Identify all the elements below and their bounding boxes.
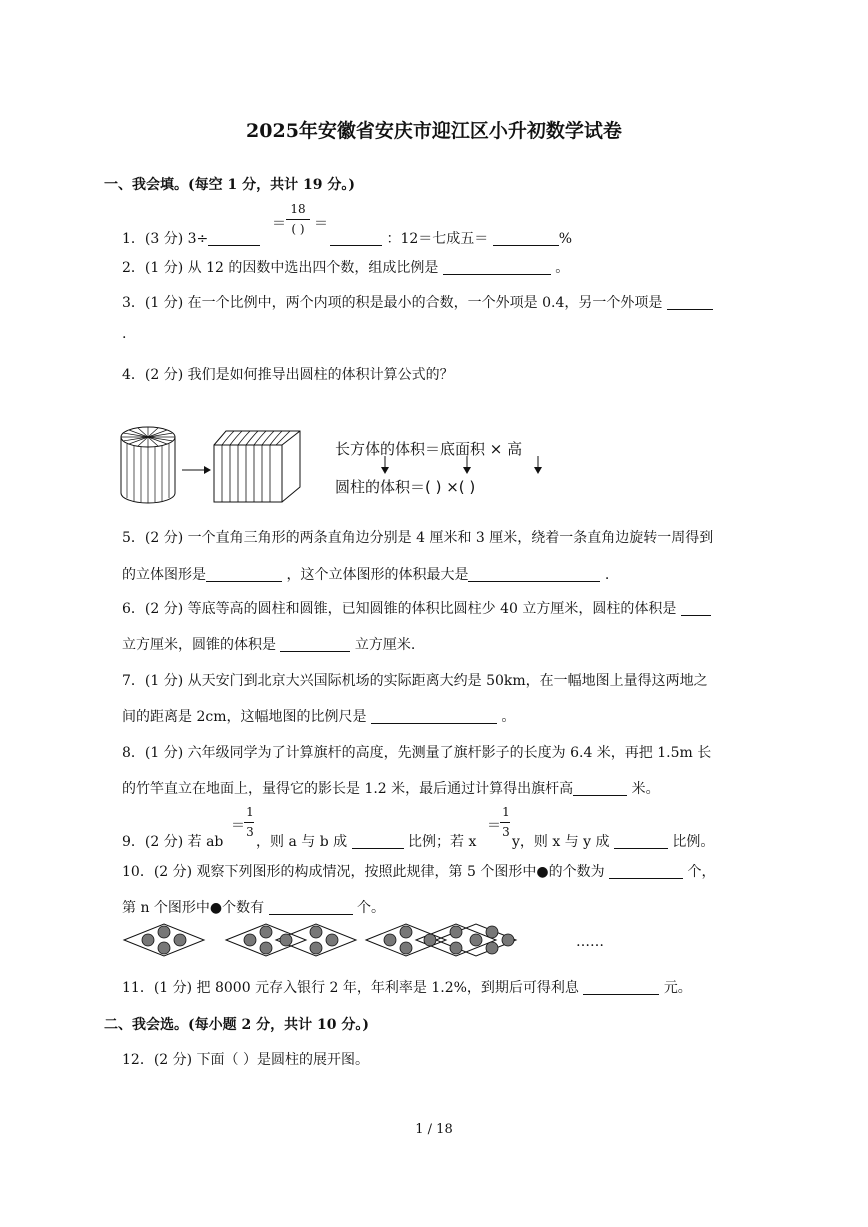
fraction-numerator: 1 bbox=[246, 805, 254, 819]
question-1: 1．(3 分) 3÷ bbox=[122, 228, 260, 248]
blank[interactable] bbox=[681, 601, 711, 616]
blank[interactable] bbox=[609, 864, 683, 879]
blank[interactable] bbox=[330, 231, 382, 246]
blank[interactable] bbox=[269, 900, 353, 915]
page-number: 1 / 18 bbox=[415, 1122, 453, 1137]
ellipsis: …… bbox=[576, 934, 604, 950]
question-5-line-2: 的立体图形是 ，这个立体图形的体积最大是 . bbox=[122, 567, 610, 583]
question-10-line-1: 10．(2 分) 观察下列图形的构成情况，按照此规律，第 5 个图形中●的个数为 个， bbox=[122, 864, 716, 880]
section-2-heading: 二、我会选。(每小题 2 分，共计 10 分。) bbox=[104, 1017, 369, 1033]
dot-pattern-figure bbox=[120, 918, 540, 962]
blank[interactable] bbox=[371, 709, 497, 724]
fraction-numerator: 1 bbox=[502, 805, 510, 819]
question-9-start: 9．(2 分) 若 ab bbox=[122, 834, 224, 850]
question-1-rest: ：12＝七成五＝ % bbox=[330, 228, 572, 248]
question-6-line-1: 6．(2 分) 等底等高的圆柱和圆锥，已知圆锥的体积比圆柱少 40 立方厘米，圆柱的体积是 bbox=[122, 598, 711, 618]
fraction-bar bbox=[500, 822, 510, 823]
question-4: 4．(2 分) 我们是如何推导出圆柱的体积计算公式的？ bbox=[122, 367, 454, 383]
section-1-heading: 一、我会填。(每空 1 分，共计 19 分。) bbox=[104, 177, 355, 193]
formula-cuboid: 长方体的体积＝底面积 × 高 bbox=[335, 440, 523, 458]
blank[interactable] bbox=[493, 231, 559, 246]
blank[interactable] bbox=[573, 781, 627, 796]
question-8-line-1: 8．(1 分) 六年级同学为了计算旗杆的高度，先测量了旗杆影子的长度为 6.4 米，再把 1.5m 长 bbox=[122, 745, 712, 761]
question-8-line-2: 的竹竿直立在地面上，量得它的影长是 1.2 米，最后通过计算得出旗杆高 米。 bbox=[122, 781, 660, 797]
fraction-denominator: ( ) bbox=[291, 222, 305, 236]
fraction-bar bbox=[244, 822, 254, 823]
blank[interactable] bbox=[468, 567, 600, 582]
fraction-bar bbox=[286, 219, 310, 220]
equals-sign: ＝ bbox=[314, 216, 328, 232]
blank[interactable] bbox=[208, 231, 260, 246]
question-9-middle: ，则 a 与 b 成 比例；若 x bbox=[256, 834, 477, 850]
fraction-denominator: 3 bbox=[246, 825, 254, 839]
question-3-end: . bbox=[122, 326, 127, 342]
equals-sign: ＝ bbox=[487, 818, 501, 834]
question-11: 11．(1 分) 把 8000 元存入银行 2 年，年利率是 1.2%，到期后可得利息 元。 bbox=[122, 980, 692, 996]
question-12: 12．(2 分) 下面（ ）是圆柱的展开图。 bbox=[122, 1052, 369, 1068]
blank[interactable] bbox=[443, 260, 551, 275]
equals-sign: ＝ bbox=[231, 818, 245, 834]
blank[interactable] bbox=[280, 637, 350, 652]
formula-arrows bbox=[380, 455, 560, 475]
question-3: 3．(1 分) 在一个比例中，两个内项的积是最小的合数，一个外项是 0.4，另一个外项是 bbox=[122, 292, 713, 312]
question-7-line-1: 7．(1 分) 从天安门到北京大兴国际机场的实际距离大约是 50km，在一幅地图上量得这两地之 bbox=[122, 673, 708, 689]
equals-sign: ＝ bbox=[272, 216, 286, 232]
blank[interactable] bbox=[614, 834, 668, 849]
question-7-line-2: 间的距离是 2cm，这幅地图的比例尺是 。 bbox=[122, 709, 516, 725]
fraction-numerator: 18 bbox=[290, 202, 306, 216]
fraction-denominator: 3 bbox=[502, 825, 510, 839]
cylinder-to-cuboid-diagram bbox=[118, 425, 308, 507]
question-6-line-2: 立方厘米，圆锥的体积是 立方厘米. bbox=[122, 637, 416, 653]
question-10-line-2: 第 n 个图形中●个数有 个。 bbox=[122, 900, 386, 916]
question-2: 2．(1 分) 从 12 的因数中选出四个数，组成比例是 。 bbox=[122, 260, 570, 276]
blank[interactable] bbox=[583, 980, 659, 995]
question-9-end: y，则 x 与 y 成 比例。 bbox=[512, 834, 715, 850]
page-title: 2025年安徽省安庆市迎江区小升初数学试卷 bbox=[246, 120, 622, 142]
question-5-line-1: 5．(2 分) 一个直角三角形的两条直角边分别是 4 厘米和 3 厘米，绕着一条直角边旋转一周得到 bbox=[122, 530, 714, 546]
blank[interactable] bbox=[667, 295, 713, 310]
blank[interactable] bbox=[206, 567, 282, 582]
formula-cylinder: 圆柱的体积＝( ) ×( ) bbox=[335, 478, 476, 496]
blank[interactable] bbox=[352, 834, 404, 849]
